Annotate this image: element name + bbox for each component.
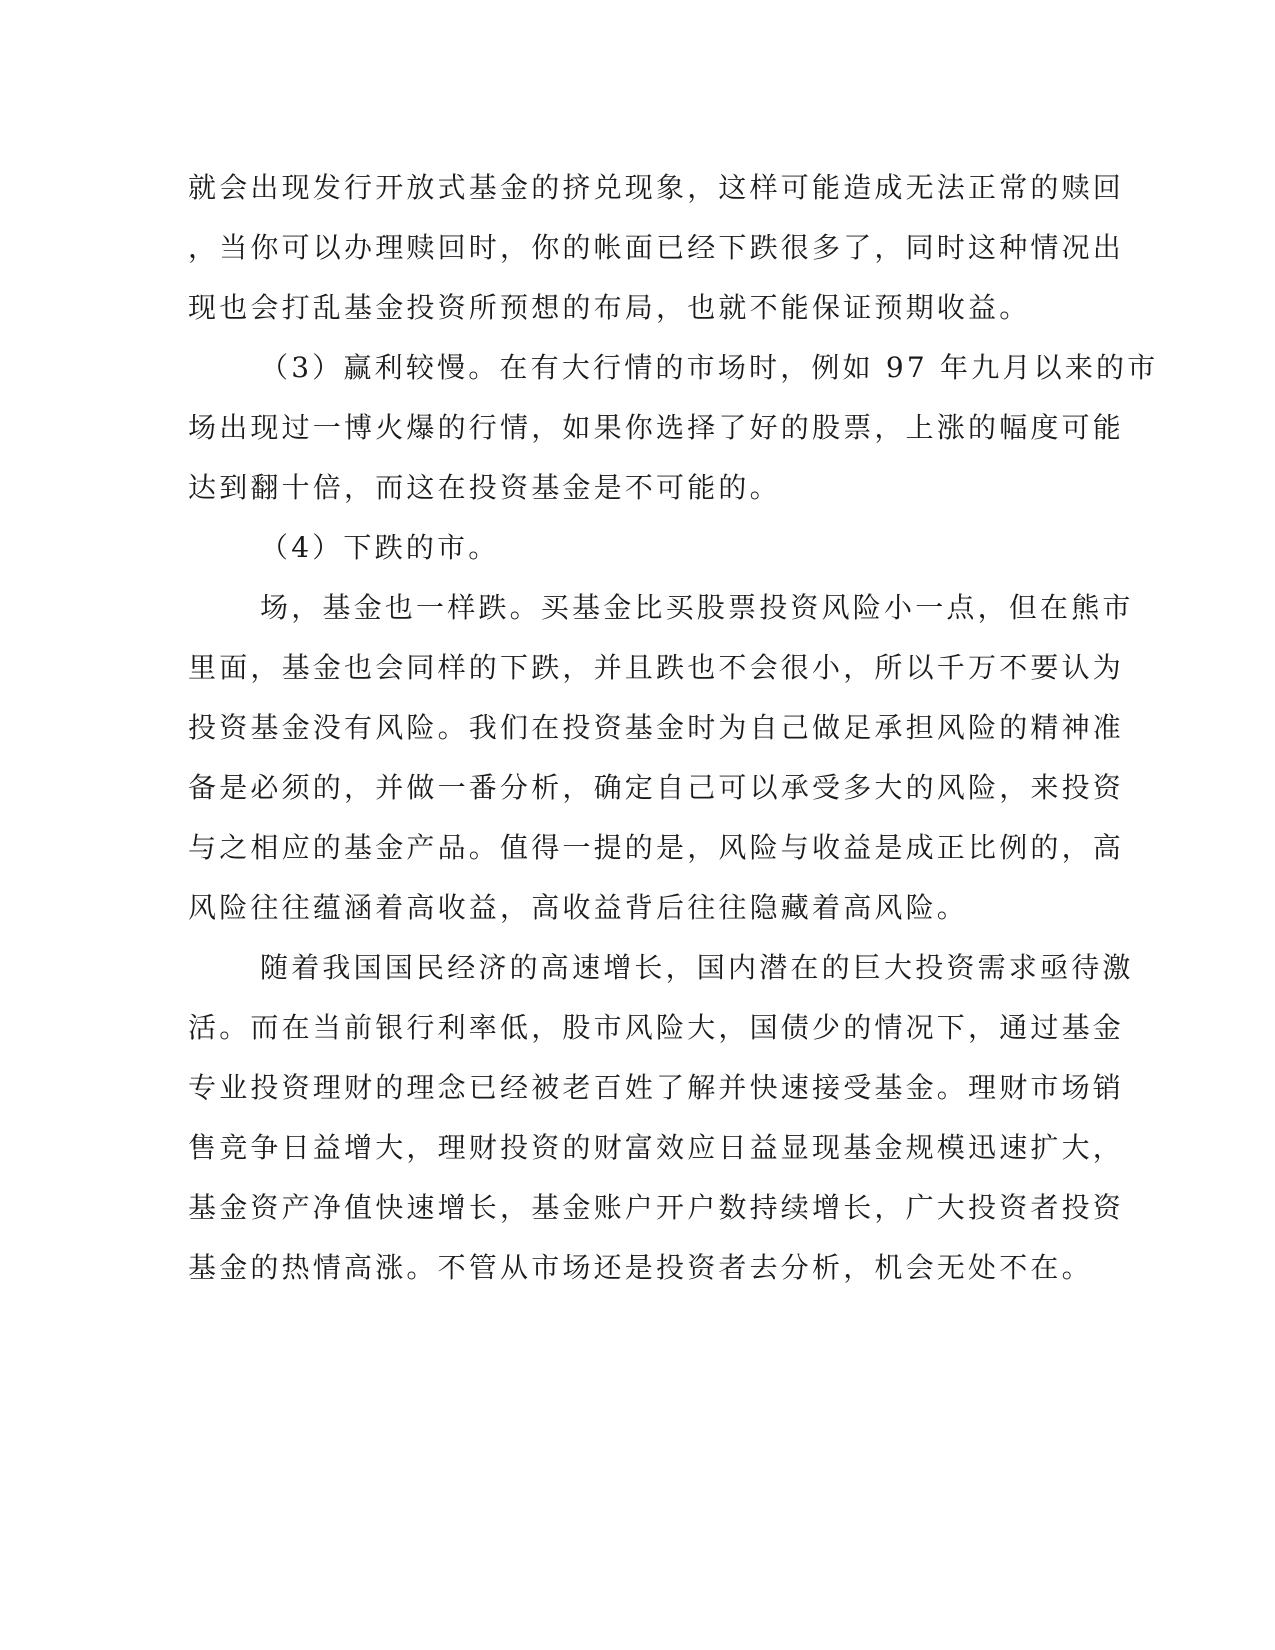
text-line: （4）下跌的市。 <box>260 531 500 564</box>
body-text <box>188 158 1159 1298</box>
text-line: （3）赢利较慢。在有大行情的市场时，例如 97 年九月以来的市 <box>260 351 1159 384</box>
text-line: 售竞争日益增大，理财投资的财富效应日益显现基金规模迅速扩大， <box>188 1131 1125 1164</box>
text-line: 场，基金也一样跌。买基金比买股票投资风险小一点，但在熊市 <box>260 591 1134 624</box>
text-line: 投资基金没有风险。我们在投资基金时为自己做足承担风险的精神准 <box>188 711 1125 744</box>
text-line: 与之相应的基金产品。值得一提的是，风险与收益是成正比例的，高 <box>188 831 1125 864</box>
text-line: 场出现过一博火爆的行情，如果你选择了好的股票，上涨的幅度可能 <box>188 411 1125 444</box>
text-line: 风险往往蕴涵着高收益，高收益背后往往隐藏着高风险。 <box>188 891 969 924</box>
text-line: ，当你可以办理赎回时，你的帐面已经下跌很多了，同时这种情况出 <box>188 231 1125 264</box>
text-line: 就会出现发行开放式基金的挤兑现象，这样可能造成无法正常的赎回 <box>188 171 1125 204</box>
text-line: 里面，基金也会同样的下跌，并且跌也不会很小，所以千万不要认为 <box>188 651 1125 684</box>
text-line: 基金的热情高涨。不管从市场还是投资者去分析，机会无处不在。 <box>188 1251 1093 1284</box>
text-line: 备是必须的，并做一番分析，确定自己可以承受多大的风险，来投资 <box>188 771 1125 804</box>
text-line: 达到翻十倍，而这在投资基金是不可能的。 <box>188 471 781 504</box>
text-line: 活。而在当前银行利率低，股市风险大，国债少的情况下，通过基金 <box>188 1011 1125 1044</box>
text-line: 现也会打乱基金投资所预想的布局，也就不能保证预期收益。 <box>188 291 1031 324</box>
text-line: 随着我国国民经济的高速增长，国内潜在的巨大投资需求亟待激 <box>260 951 1134 984</box>
text-line: 基金资产净值快速增长，基金账户开户数持续增长，广大投资者投资 <box>188 1191 1125 1224</box>
text-line: 专业投资理财的理念已经被老百姓了解并快速接受基金。理财市场销 <box>188 1071 1125 1104</box>
